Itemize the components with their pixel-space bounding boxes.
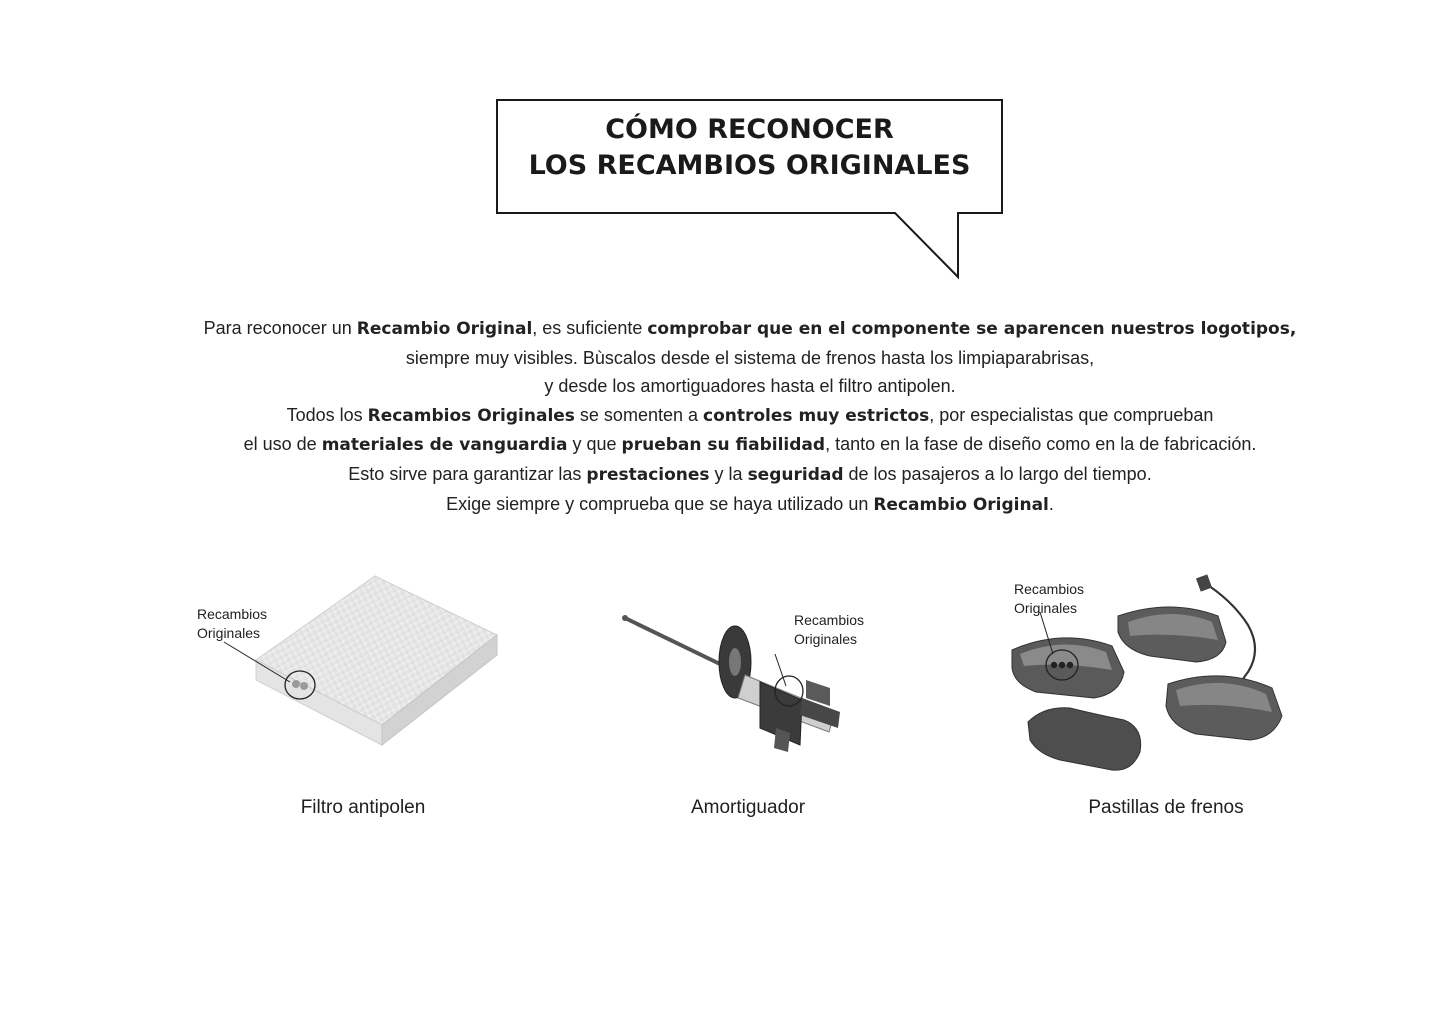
intro-text: y la	[709, 463, 748, 484]
intro-emphasis: materiales de vanguardia	[321, 435, 568, 456]
intro-emphasis: prestaciones	[586, 464, 710, 485]
title-line-1: CÓMO RECONOCER	[605, 114, 894, 145]
intro-text: y que	[567, 434, 622, 455]
intro-text: , tanto en la fase de diseño como en la de fabricación.	[825, 434, 1257, 455]
callout-pastillas	[1014, 580, 1084, 618]
intro-text: de los pasajeros a lo largo del tiempo.	[843, 463, 1152, 484]
intro-text: y desde los amortiguadores hasta el filtro antipolen.	[544, 376, 956, 397]
callout-line-1: Recambios	[1014, 581, 1085, 597]
intro-text: , por especialistas que comprueban	[929, 404, 1214, 425]
intro-text: Exige siempre y comprueba que se haya utilizado un	[446, 493, 874, 514]
intro-text: Esto sirve para garantizar las	[348, 463, 587, 484]
intro-emphasis: prueban su fiabilidad	[621, 435, 826, 456]
intro-text: Para reconocer un	[203, 318, 357, 338]
intro-text: , es suficiente	[532, 318, 648, 338]
intro-emphasis: comprobar que en el componente se aparencen nuestros logotipos,	[647, 319, 1297, 339]
callout-line-2: Originales	[794, 631, 858, 647]
intro-text: .	[1048, 493, 1054, 514]
intro-emphasis: Recambios Originales	[367, 405, 575, 426]
callout-line-1: Recambios	[197, 606, 268, 622]
intro-text: el uso de	[243, 434, 322, 455]
intro-emphasis: Recambio Original	[356, 319, 533, 339]
intro-emphasis: controles muy estrictos	[703, 405, 930, 426]
title-line-2: LOS RECAMBIOS ORIGINALES	[528, 150, 971, 181]
caption-amortiguador: Amortiguador	[690, 797, 806, 818]
caption-pastillas-de-frenos: Pastillas de frenos	[1088, 797, 1244, 818]
caption-filtro-antipolen: Filtro antipolen	[300, 797, 426, 818]
intro-emphasis: Recambio Original	[873, 494, 1049, 515]
intro-text: siempre muy visibles. Bùscalos desde el sistema de frenos hasta los limpiaparabrisas,	[405, 347, 1095, 368]
intro-emphasis: seguridad	[747, 464, 844, 485]
intro-text: se somenten a	[574, 404, 703, 425]
callout-line-1: Recambios	[794, 612, 865, 628]
callout-line-2: Originales	[1014, 600, 1078, 616]
intro-text: Todos los	[286, 404, 368, 425]
callout-line-2: Originales	[197, 625, 261, 641]
